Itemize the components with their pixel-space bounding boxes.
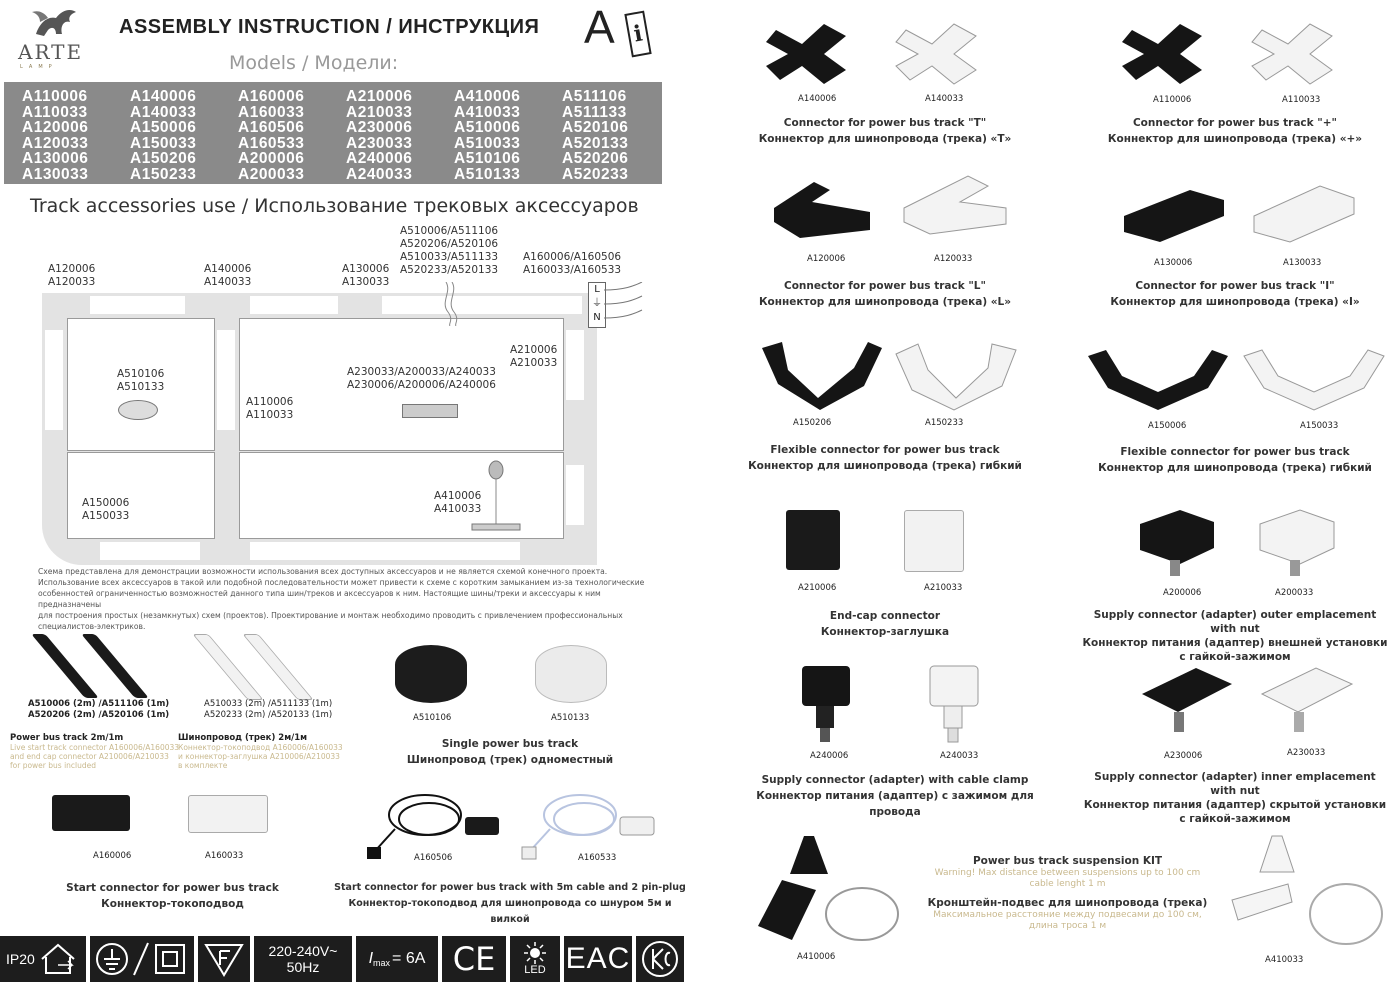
cable-code-white: A160533 [578, 853, 617, 863]
track-black-codes: A510006 (2m) /A511106 (1m) A520206 (2m) /A520106 (1m) [28, 699, 170, 720]
usage-title: Track accessories use / Использование трековых аксессуаров [30, 195, 639, 217]
suspension-kit-black-image [752, 830, 902, 950]
adapter-inner-black-image [1136, 664, 1236, 744]
i-white-image [1250, 176, 1360, 248]
caption-adapter-clamp: Supply connector (adapter) with cable clamp Коннектор питания (адаптер) с зажимом для провода [756, 774, 1034, 818]
round-caption: Single power bus track Шинопровод (трек) одноместный [406, 738, 614, 766]
current-subscript: max [373, 958, 391, 968]
label-cross-connector: A110006 A110033 [246, 396, 294, 421]
f-mark-icon [202, 939, 246, 979]
endcap-black-image [786, 510, 840, 570]
code-a150233: A150233 [925, 418, 964, 428]
models-title: Models / Модели: [229, 52, 399, 74]
caption-i-connector: Connector for power bus track "I" Коннектор для шинопровода (трека) «I» [1110, 280, 1360, 308]
eac-badge [564, 936, 632, 982]
adapter-outer-black-image [1130, 504, 1220, 580]
caption-flex-connector-a: Flexible connector for power bus track Коннектор для шинопровода (трека) гибкий [748, 444, 1022, 472]
track-segment [566, 330, 584, 400]
i-black-image [1120, 176, 1230, 248]
code-a230033: A230033 [1287, 748, 1326, 758]
wires-icon [604, 282, 644, 326]
code-a210006: A210006 [798, 583, 837, 593]
code-a150206: A150206 [793, 418, 832, 428]
kc-cert-icon [640, 939, 680, 979]
code-a150033: A150033 [1300, 421, 1339, 431]
code-a410033: A410033 [1265, 955, 1304, 965]
track-segment [100, 542, 200, 560]
track-segment [217, 330, 235, 430]
round-code-white: A510133 [551, 713, 590, 723]
track-white-codes: A510033 (2m) /A511133 (1m) A520233 (2m) /A520133 (1m) [204, 699, 333, 720]
track-white-image [190, 634, 330, 694]
label-l-connector: A120006 A120033 [48, 263, 96, 288]
ce-badge [442, 936, 506, 982]
suspension-kit-white-image [1228, 830, 1388, 950]
caption-plus-connector: Connector for power bus track "+" Коннектор для шинопровода (трека) «+» [1107, 117, 1363, 145]
label-flex-connector: A150006 A150033 [82, 497, 130, 522]
logo-text: ARTE [18, 40, 84, 64]
track-segment [45, 330, 63, 430]
lne-terminal: L ⏚ N [588, 282, 606, 328]
track-segment [90, 296, 185, 314]
start-caption: Start connector for power bus track Коннектор-токоподвод [66, 882, 279, 910]
start-code-white: A160033 [205, 851, 244, 861]
room [67, 452, 215, 539]
safety-class-badge [90, 936, 194, 982]
track-description-ru: Шинопровод (трек) 2м/1м Коннектор-токоподвод A160006/A160033 и коннектор-заглушка A210006/A210033 в комплекте [178, 733, 343, 770]
code-a110033: A110033 [1282, 95, 1321, 105]
led-badge [510, 936, 560, 982]
current-symbol: I [368, 950, 374, 967]
caption-adapter-inner: Supply connector (adapter) inner emplacement with nut Коннектор питания (адаптер) скрытой установки с гайкой-зажимом [1083, 771, 1387, 825]
current-value: = 6A [392, 950, 426, 967]
track-segment [382, 296, 582, 314]
kc-badge [636, 936, 684, 982]
flex-black-image [1086, 346, 1230, 412]
code-a200006: A200006 [1163, 588, 1202, 598]
track-description-en: Power bus track 2m/1m Live start track connector A160006/A160033 and end cap connector A210006/A210033 for power bus included [10, 733, 180, 770]
adapter-icon [402, 404, 458, 418]
endcap-white-image [904, 510, 964, 572]
code-a240033: A240033 [940, 751, 979, 761]
adapter-outer-white-image [1250, 504, 1340, 580]
code-a230006: A230006 [1164, 751, 1203, 761]
code-a410006: A410006 [797, 952, 836, 962]
cross-black-image [762, 10, 862, 90]
track-segment [250, 296, 338, 314]
track-layout-diagram [0, 220, 660, 565]
cross-black-image [1118, 10, 1218, 90]
models-column: A140006 A140033 A150006 A150033 A150206 A150233 [130, 88, 197, 183]
start-code-black: A160006 [93, 851, 132, 861]
house-icon [38, 941, 78, 977]
caption-l-connector: Connector for power bus track "L" Коннектор для шинопровода (трека) «L» [758, 280, 1012, 308]
adapter-clamp-black-image [796, 664, 856, 744]
track-black-image [28, 634, 168, 694]
caption-adapter-outer: Supply connector (adapter) outer emplacement with nut Коннектор питания (адаптер) внешней установки с гайкой-зажимом [1082, 609, 1388, 663]
l-black-image [770, 172, 880, 242]
code-a120006: A120006 [807, 254, 846, 264]
code-a240006: A240006 [810, 751, 849, 761]
cross-white-image [1248, 10, 1348, 90]
models-column: A511106 A511133 A520106 A520133 A520206 A520233 [562, 88, 629, 183]
label-tracks: A510006/A511106 A520206/A520106 A510033/A511133 A520233/A520133 [400, 225, 499, 276]
start-connector-black-image [52, 795, 130, 831]
ip20-badge [0, 936, 86, 982]
round-base-icon [118, 400, 158, 420]
round-base-black-image [395, 645, 467, 703]
f-mark-badge [198, 936, 250, 982]
label-adapters: A230033/A200033/A240033 A230006/A200006/A240006 [347, 366, 496, 391]
code-a130006: A130006 [1154, 258, 1193, 268]
round-code-black: A510106 [413, 713, 452, 723]
code-a110006: A110006 [1153, 95, 1192, 105]
adapter-clamp-white-image [924, 664, 984, 744]
models-column: A410006 A410033 A510006 A510033 A510106 A510133 [454, 88, 521, 183]
models-column: A110006 A110033 A120006 A120033 A130006 A130033 [22, 88, 89, 183]
flex-black-image [758, 340, 886, 412]
label-t-connector: A140006 A140033 [204, 263, 252, 288]
page-title: ASSEMBLY INSTRUCTION / ИНСТРУКЦИЯ [119, 16, 540, 38]
cable-caption: Start connector for power bus track with 5m cable and 2 pin-plug Коннектор-токоподвод для шинопровода со шнуром 5м и вилкой [334, 882, 686, 925]
l-white-image [900, 172, 1010, 242]
code-a140006: A140006 [798, 94, 837, 104]
caption-t-connector: Connector for power bus track "T" Коннектор для шинопровода (трека) «T» [758, 117, 1012, 145]
ai-badge [584, 1, 664, 54]
sun-icon [524, 942, 546, 964]
models-column: A210006 A210033 A230006 A230033 A240006 A240033 [346, 88, 413, 183]
brand-logo [18, 4, 88, 74]
round-base-white-image [535, 645, 607, 703]
models-table [4, 82, 662, 184]
info-icon: i [624, 11, 651, 58]
code-a120033: A120033 [934, 254, 973, 264]
logo-subtext: LAMP [20, 64, 58, 70]
code-a210033: A210033 [924, 583, 963, 593]
caption-flex-connector-b: Flexible connector for power bus track Коннектор для шинопровода (трека) гибкий [1098, 446, 1372, 474]
flex-white-image [892, 340, 1020, 412]
badge-letter: A [584, 1, 615, 53]
adapter-inner-white-image [1256, 664, 1356, 744]
ip-rating-text: IP20 [6, 951, 35, 967]
label-suspension: A410006 A410033 [434, 490, 482, 515]
led-text: LED [524, 964, 546, 976]
caption-endcap: End-cap connector Коннектор-заглушка [820, 610, 950, 638]
code-a130033: A130033 [1283, 258, 1322, 268]
label-i-connector: A130006 A130033 [342, 263, 390, 288]
track-segment [250, 542, 520, 560]
flex-white-image [1242, 346, 1386, 412]
label-start-connector: A160006/A160506 A160033/A160533 [523, 251, 622, 276]
cable-code-black: A160506 [414, 853, 453, 863]
ce-mark: CE [452, 940, 496, 978]
code-a150006: A150006 [1148, 421, 1187, 431]
label-round-base: A510106 A510133 [117, 368, 165, 393]
models-column: A160006 A160033 A160506 A160533 A200006 A200033 [238, 88, 305, 183]
voltage-text: 220-240V~ [268, 943, 338, 959]
suspension-kit-caption: Power bus track suspension KIT Warning! Max distance between suspensions up to 100 cm cable lenght 1 m Кронштейн-подвес для шинопровода (трека) Максимальное расстояние между подвесами до 100 см, длина троса 1 м [927, 855, 1208, 931]
frequency-text: 50Hz [286, 959, 320, 975]
code-a140033: A140033 [925, 94, 964, 104]
track-segment [566, 465, 584, 525]
voltage-badge [254, 936, 352, 982]
start-connector-white-image [188, 795, 268, 833]
track-break-icon [440, 282, 460, 326]
eac-mark: EAC [565, 942, 631, 975]
cross-white-image [892, 10, 992, 90]
code-a200033: A200033 [1275, 588, 1314, 598]
ground-class-icon [94, 939, 190, 979]
label-end-cap: A210006 A210033 [510, 344, 558, 369]
imax-badge [356, 936, 438, 982]
griffin-icon [18, 4, 88, 44]
diagram-note: Схема представлена для демонстрации возможности использования всех доступных аксессуаров и не является схемой конечного проекта. Использование всех аксессуаров в такой или подобной последовательности может привести к схеме с коротким замыканием из-за технологические особенностей ограниченностью возможностей данного типа шин/треков и аксессуаров к ним. Настоящие шины/треки и аксессуары к ним предназначены для построения простых (незамкнутых) схем (проектов). Проектирование и монтаж необходимо проводить с привлечением профессиональных специалистов-электриков. [38, 567, 645, 631]
